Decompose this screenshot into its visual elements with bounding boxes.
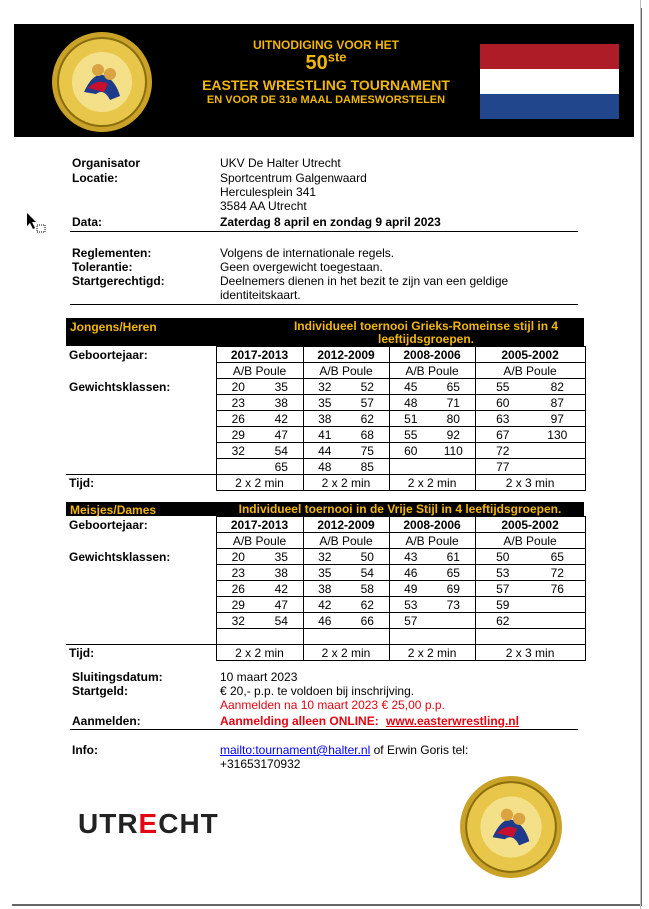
weight-cell xyxy=(530,629,585,645)
tournament-medal-logo xyxy=(458,774,564,880)
table-row xyxy=(66,597,585,613)
divider xyxy=(70,231,578,232)
data-value: Zaterdag 8 april en zondag 9 april 2023 xyxy=(220,215,441,229)
girls-section-title: Individueel toernooi in de Vrije Stijl in 4 leeftijdsgroepen. xyxy=(238,502,562,516)
poule-cell: A/B Poule xyxy=(389,363,475,379)
info-contact xyxy=(220,744,468,757)
empty-cell xyxy=(66,629,216,645)
weight-cell: 50 xyxy=(346,549,389,565)
weight-cell: 54 xyxy=(260,443,303,459)
mouse-pointer-icon xyxy=(26,212,48,234)
table-row xyxy=(66,629,585,645)
weight-cell: 80 xyxy=(432,411,475,427)
tournament-medal-logo xyxy=(50,30,154,134)
girls-section-header xyxy=(66,502,584,516)
time-cell: 2 x 3 min xyxy=(475,475,585,491)
weight-cell: 58 xyxy=(346,581,389,597)
banner-subtitle: EN VOOR DE 31e MAAL DAMESWORSTELEN xyxy=(206,94,446,106)
weight-cell xyxy=(216,629,260,645)
weight-cell: 77 xyxy=(475,459,530,475)
weight-cell: 43 xyxy=(389,549,432,565)
weight-cell: 48 xyxy=(389,395,432,411)
time-cell: 2 x 3 min xyxy=(475,645,585,661)
weight-cell: 53 xyxy=(475,565,530,581)
weight-cell: 57 xyxy=(475,581,530,597)
weight-cell: 46 xyxy=(389,565,432,581)
organisator-label: Organisator xyxy=(72,156,141,170)
weight-cell: 38 xyxy=(260,395,303,411)
weight-cell xyxy=(530,459,585,475)
organisator-value: UKV De Halter Utrecht xyxy=(220,156,341,170)
banner-title xyxy=(156,38,496,106)
weight-cell: 85 xyxy=(346,459,389,475)
weight-cell: 32 xyxy=(216,443,260,459)
tijd-label: Tijd: xyxy=(66,475,216,491)
boys-section-label: Jongens/Heren xyxy=(70,320,157,334)
table-row xyxy=(66,411,585,427)
locatie-line-2: Herculesplein 341 xyxy=(220,185,317,199)
weight-cell: 26 xyxy=(216,581,260,597)
weight-cell: 67 xyxy=(475,427,530,443)
viewer-edge xyxy=(640,0,641,909)
weight-cell: 75 xyxy=(346,443,389,459)
weight-cell: 20 xyxy=(216,379,260,395)
weight-cell xyxy=(432,629,475,645)
year-group-header: 2017-2013 xyxy=(216,347,303,363)
poule-cell: A/B Poule xyxy=(303,363,389,379)
weight-cell xyxy=(389,629,432,645)
sluitingsdatum-label: Sluitingsdatum: xyxy=(72,670,163,684)
weight-cell: 53 xyxy=(389,597,432,613)
weight-cell xyxy=(530,443,585,459)
reglementen-value: Volgens de internationale regels. xyxy=(220,246,395,260)
utrecht-logo-part: UTR xyxy=(78,808,139,839)
weight-cell: 42 xyxy=(303,597,346,613)
weight-cell: 65 xyxy=(530,549,585,565)
weight-cell: 65 xyxy=(432,379,475,395)
info-label: Info: xyxy=(72,743,98,757)
weight-cell: 65 xyxy=(432,565,475,581)
weight-cell: 23 xyxy=(216,565,260,581)
weight-cell: 63 xyxy=(475,411,530,427)
weight-cell xyxy=(530,597,585,613)
weight-cell: 59 xyxy=(475,597,530,613)
weight-cell: 110 xyxy=(432,443,475,459)
startgeld-late-fee: Aanmelden na 10 maart 2023 € 25,00 p.p. xyxy=(220,698,445,712)
weight-cell xyxy=(216,459,260,475)
weight-cell: 62 xyxy=(346,597,389,613)
weight-cell: 54 xyxy=(346,565,389,581)
weight-cell: 38 xyxy=(260,565,303,581)
geboortejaar-label: Geboortejaar: xyxy=(69,347,148,362)
table-row xyxy=(66,459,585,475)
weight-cell: 60 xyxy=(475,395,530,411)
table-row xyxy=(66,379,585,395)
weight-cell: 71 xyxy=(432,395,475,411)
gewichtsklassen-label: Gewichtsklassen: xyxy=(69,379,171,394)
time-cell: 2 x 2 min xyxy=(389,645,475,661)
poule-cell: A/B Poule xyxy=(475,363,585,379)
weight-cell: 47 xyxy=(260,427,303,443)
aanmelden-online xyxy=(220,715,519,728)
weight-cell: 68 xyxy=(346,427,389,443)
weight-cell: 29 xyxy=(216,597,260,613)
locatie-label: Locatie: xyxy=(72,171,119,185)
empty-cell xyxy=(66,363,216,379)
weight-cell: 62 xyxy=(475,613,530,629)
startgeld-label: Startgeld: xyxy=(72,684,129,698)
weight-cell: 35 xyxy=(303,565,346,581)
startgerechtigd-label: Startgerechtigd: xyxy=(72,274,165,288)
startgerechtigd-line-1: Deelnemers dienen in het bezit te zijn van een geldige xyxy=(220,274,509,288)
weight-cell: 20 xyxy=(216,549,260,565)
empty-cell xyxy=(66,597,216,613)
weight-cell xyxy=(303,629,346,645)
year-group-header: 2008-2006 xyxy=(389,347,475,363)
year-group-header: 2012-2009 xyxy=(303,347,389,363)
time-cell: 2 x 2 min xyxy=(216,645,303,661)
divider xyxy=(70,304,578,305)
boys-section-header xyxy=(66,318,584,346)
weight-cell xyxy=(432,613,475,629)
year-group-header: 2017-2013 xyxy=(216,517,303,533)
weight-cell: 32 xyxy=(303,379,346,395)
time-cell: 2 x 2 min xyxy=(389,475,475,491)
time-cell: 2 x 2 min xyxy=(216,475,303,491)
empty-cell xyxy=(66,459,216,475)
tijd-label: Tijd: xyxy=(66,645,216,661)
weight-cell xyxy=(260,629,303,645)
banner-number-suffix: ste xyxy=(327,49,347,65)
banner-tournament-name: EASTER WRESTLING TOURNAMENT xyxy=(202,77,450,93)
weight-cell xyxy=(530,613,585,629)
utrecht-logo-part: CHT xyxy=(158,808,219,839)
girls-weight-table xyxy=(66,516,586,661)
year-group-header: 2005-2002 xyxy=(475,517,585,533)
poule-cell: A/B Poule xyxy=(475,533,585,549)
weight-cell: 29 xyxy=(216,427,260,443)
reglementen-label: Reglementen: xyxy=(72,246,152,260)
empty-cell xyxy=(66,395,216,411)
girls-section-label: Meisjes/Dames xyxy=(70,503,157,517)
easterwrestling-link[interactable]: www.easterwrestling.nl xyxy=(386,714,519,728)
banner-number: 50 xyxy=(305,52,328,74)
table-row xyxy=(66,565,585,581)
info-contact-text: of Erwin Goris tel: xyxy=(370,743,469,757)
data-label: Data: xyxy=(72,215,103,229)
table-row xyxy=(66,581,585,597)
empty-cell xyxy=(66,427,216,443)
table-row xyxy=(66,427,585,443)
info-phone: +31653170932 xyxy=(220,757,301,771)
weight-cell: 32 xyxy=(303,549,346,565)
utrecht-logo xyxy=(78,808,219,840)
weight-cell: 82 xyxy=(530,379,585,395)
poule-cell: A/B Poule xyxy=(303,533,389,549)
mailto-link[interactable]: mailto:tournament@halter.nl xyxy=(220,743,371,757)
weight-cell: 65 xyxy=(260,459,303,475)
dutch-flag xyxy=(480,44,619,119)
divider xyxy=(70,729,578,730)
weight-cell: 45 xyxy=(389,379,432,395)
boys-weight-table xyxy=(66,346,586,491)
gewichtsklassen-label: Gewichtsklassen: xyxy=(69,549,171,564)
weight-cell: 57 xyxy=(389,613,432,629)
weight-cell: 54 xyxy=(260,613,303,629)
weight-cell: 76 xyxy=(530,581,585,597)
weight-cell: 44 xyxy=(303,443,346,459)
weight-cell: 57 xyxy=(346,395,389,411)
utrecht-logo-e: E xyxy=(138,808,159,839)
weight-cell: 41 xyxy=(303,427,346,443)
poule-cell: A/B Poule xyxy=(216,363,303,379)
weight-cell: 35 xyxy=(303,395,346,411)
aanmelden-label: Aanmelden: xyxy=(72,714,141,728)
boys-section-title: Individueel toernooi Grieks-Romeinse stijl in 4 leeftijdsgroepen. xyxy=(293,319,559,346)
locatie-line-3: 3584 AA Utrecht xyxy=(220,199,307,213)
weight-cell: 35 xyxy=(260,549,303,565)
table-row xyxy=(66,613,585,629)
weight-cell: 50 xyxy=(475,549,530,565)
weight-cell: 47 xyxy=(260,597,303,613)
geboortejaar-label: Geboortejaar: xyxy=(69,517,148,532)
time-cell: 2 x 2 min xyxy=(303,645,389,661)
banner-line1: UITNODIGING VOOR HET xyxy=(252,38,399,52)
tolerantie-value: Geen overgewicht toegestaan. xyxy=(220,260,383,274)
weight-cell: 38 xyxy=(303,581,346,597)
sluitingsdatum-value: 10 maart 2023 xyxy=(220,670,298,684)
year-group-header: 2005-2002 xyxy=(475,347,585,363)
weight-cell xyxy=(389,459,432,475)
weight-cell xyxy=(475,629,530,645)
time-cell: 2 x 2 min xyxy=(303,475,389,491)
weight-cell: 55 xyxy=(475,379,530,395)
empty-cell xyxy=(66,581,216,597)
empty-cell xyxy=(66,613,216,629)
weight-cell: 87 xyxy=(530,395,585,411)
weight-cell: 26 xyxy=(216,411,260,427)
weight-cell: 97 xyxy=(530,411,585,427)
weight-cell: 51 xyxy=(389,411,432,427)
weight-cell: 66 xyxy=(346,613,389,629)
empty-cell xyxy=(66,565,216,581)
weight-cell xyxy=(346,629,389,645)
weight-cell: 72 xyxy=(475,443,530,459)
locatie-line-1: Sportcentrum Galgenwaard xyxy=(220,171,367,185)
weight-cell: 32 xyxy=(216,613,260,629)
empty-cell xyxy=(66,411,216,427)
weight-cell: 55 xyxy=(389,427,432,443)
table-row xyxy=(66,443,585,459)
year-group-header: 2008-2006 xyxy=(389,517,475,533)
weight-cell: 42 xyxy=(260,581,303,597)
poule-cell: A/B Poule xyxy=(216,533,303,549)
startgerechtigd-line-2: identiteitskaart. xyxy=(220,288,301,302)
weight-cell: 61 xyxy=(432,549,475,565)
weight-cell: 49 xyxy=(389,581,432,597)
weight-cell: 35 xyxy=(260,379,303,395)
weight-cell: 42 xyxy=(260,411,303,427)
banner-edition xyxy=(156,49,496,74)
weight-cell: 46 xyxy=(303,613,346,629)
weight-cell: 62 xyxy=(346,411,389,427)
weight-cell: 92 xyxy=(432,427,475,443)
tolerantie-label: Tolerantie: xyxy=(72,260,133,274)
empty-cell xyxy=(66,443,216,459)
weight-cell: 73 xyxy=(432,597,475,613)
empty-cell xyxy=(66,533,216,549)
table-row xyxy=(66,549,585,565)
year-group-header: 2012-2009 xyxy=(303,517,389,533)
startgeld-value: € 20,- p.p. te voldoen bij inschrijving. xyxy=(220,684,415,698)
weight-cell: 72 xyxy=(530,565,585,581)
table-row xyxy=(66,395,585,411)
weight-cell: 60 xyxy=(389,443,432,459)
aanmelden-text: Aanmelding alleen ONLINE: xyxy=(220,714,379,728)
weight-cell: 130 xyxy=(530,427,585,443)
weight-cell: 69 xyxy=(432,581,475,597)
weight-cell: 23 xyxy=(216,395,260,411)
weight-cell: 48 xyxy=(303,459,346,475)
weight-cell xyxy=(432,459,475,475)
weight-cell: 38 xyxy=(303,411,346,427)
poule-cell: A/B Poule xyxy=(389,533,475,549)
weight-cell: 52 xyxy=(346,379,389,395)
